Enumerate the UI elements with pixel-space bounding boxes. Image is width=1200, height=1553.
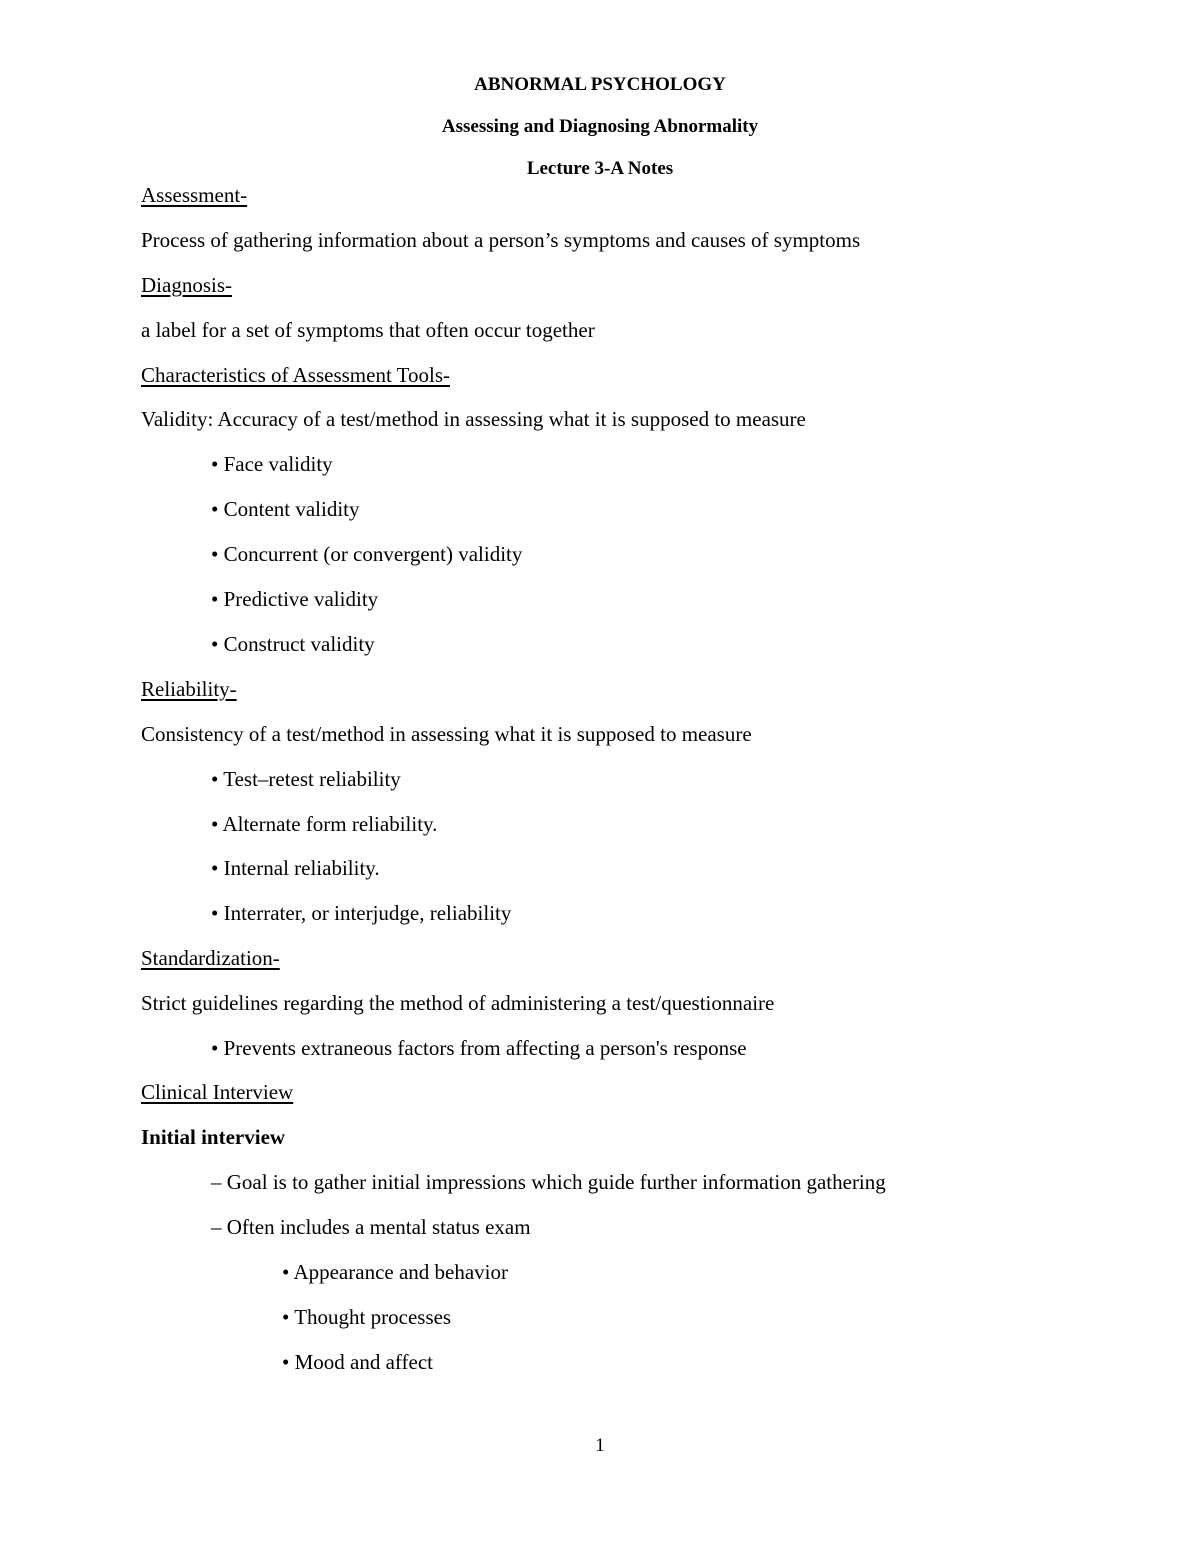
lecture-label: Lecture 3-A Notes (526, 158, 674, 179)
standardization-definition: Strict guidelines regarding the method of administering a test/questionnaire (141, 991, 775, 1015)
reliability-item: • Alternate form reliability. (211, 812, 438, 836)
reliability-definition: Consistency of a test/method in assessing what it is supposed to measure (141, 722, 752, 746)
reliability-item: • Test–retest reliability (211, 767, 401, 791)
mental-status-item: • Appearance and behavior (282, 1260, 508, 1284)
assessment-definition: Process of gathering information about a person’s symptoms and causes of symptoms (141, 228, 861, 252)
diagnosis-heading: Diagnosis- (141, 273, 232, 297)
standardization-heading: Standardization- (141, 946, 280, 970)
interview-dash-item: – Goal is to gather initial impressions which guide further information gathering (211, 1170, 886, 1194)
assessment-heading: Assessment- (141, 183, 248, 207)
reliability-heading: Reliability- (141, 677, 237, 701)
validity-item: • Predictive validity (211, 587, 379, 611)
validity-item: • Construct validity (211, 632, 375, 656)
standardization-item: • Prevents extraneous factors from affecting a person's response (211, 1036, 747, 1060)
characteristics-heading: Characteristics of Assessment Tools- (141, 363, 451, 387)
validity-item: • Concurrent (or convergent) validity (211, 542, 523, 566)
diagnosis-definition: a label for a set of symptoms that often occur together (141, 318, 595, 342)
mental-status-item: • Mood and affect (282, 1350, 433, 1374)
document-subtitle: Assessing and Diagnosing Abnormality (441, 116, 759, 137)
validity-item: • Face validity (211, 452, 333, 476)
reliability-item: • Interrater, or interjudge, reliability (211, 901, 512, 925)
validity-definition: Validity: Accuracy of a test/method in assessing what it is supposed to measure (141, 407, 806, 431)
initial-interview-subheading: Initial interview (141, 1125, 286, 1149)
clinical-interview-heading: Clinical Interview (141, 1080, 294, 1104)
document-title: ABNORMAL PSYCHOLOGY (474, 74, 726, 95)
validity-item: • Content validity (211, 497, 360, 521)
interview-dash-item: – Often includes a mental status exam (211, 1215, 531, 1239)
reliability-item: • Internal reliability. (211, 856, 380, 880)
page-number: 1 (595, 1435, 605, 1456)
mental-status-item: • Thought processes (282, 1305, 452, 1329)
